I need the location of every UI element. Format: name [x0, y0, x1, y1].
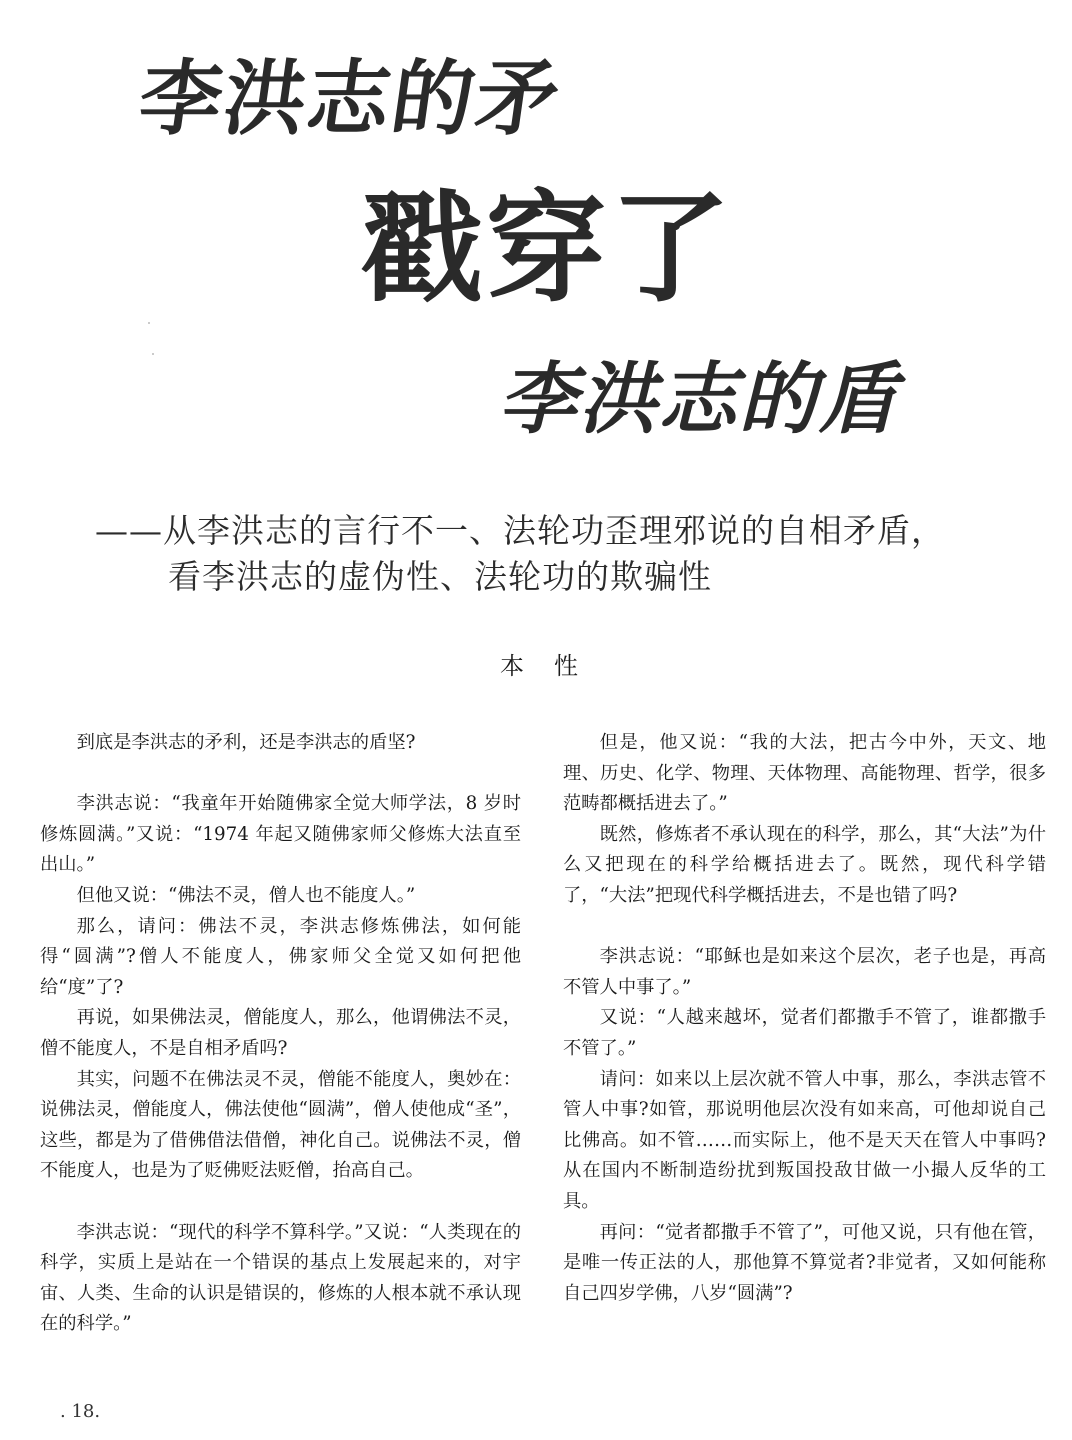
headline-line-1: 李洪志的矛 [133, 52, 567, 147]
paragraph: 到底是李洪志的矛利，还是李洪志的盾坚? [76, 732, 416, 753]
headline-line-3: 李洪志的盾 [493, 355, 917, 445]
right-column [563, 728, 1046, 1309]
paragraph: 再说，如果佛法灵，僧能度人，那么，他谓佛法不灵，僧不能度人，不是自相矛盾吗? [40, 1007, 521, 1059]
subtitle-line-2: 看李洪志的虚伪性、法轮功的欺骗性 [168, 557, 712, 596]
paragraph: 那么，请问：佛法不灵，李洪志修炼佛法，如何能得“圆满”?僧人不能度人，佛家师父全觉又如何把他给“度”了? [40, 915, 521, 998]
paragraph: 请问：如来以上层次就不管人中事，那么，李洪志管不管人中事?如管，那说明他层次没有如来高，可他却说自己比佛高。如不管……而实际上，他不是天天在管人中事吗?从在国内不断制造纷扰到叛国投敌甘做一小撮人反华的工具。 [563, 1068, 1046, 1212]
scan-speck [152, 353, 154, 355]
paragraph: 又说：“人越来越坏，觉者们都撒手不管了，谁都撒手不管了。” [563, 1007, 1046, 1059]
author-name: 本性 [500, 652, 608, 680]
paragraph: 既然，修炼者不承认现在的科学，那么，其“大法”为什么又把现在的科学给概括进去了。既然，现代科学错了，“大法”把现代科学概括进去，不是也错了吗? [563, 823, 1046, 906]
page-number: . 18. [60, 1401, 101, 1422]
headline-line-2: 戳穿了 [362, 180, 734, 319]
left-column [40, 728, 521, 1340]
paragraph: 但是，他又说：“我的大法，把古今中外，天文、地理、历史、化学、物理、天体物理、高能物理、哲学，很多范畴都概括进去了。” [563, 732, 1046, 815]
paragraph: 李洪志说：“我童年开始随佛家全觉大师学法，8 岁时修炼圆满。”又说：“1974 年起又随佛家师父修炼大法直至出山。” [40, 793, 521, 876]
paragraph: 再问：“觉者都撒手不管了”，可他又说，只有他在管，是唯一传正法的人，那他算不算觉者?非觉者，又如何能称自己四岁学佛，八岁“圆满”? [563, 1221, 1046, 1304]
paragraph: 李洪志说：“现代的科学不算科学。”又说：“人类现在的科学，实质上是站在一个错误的基点上发展起来的，对宇宙、人类、生命的认识是错误的，修炼的人根本就不承认现在的科学。” [40, 1221, 521, 1335]
subtitle-line-1: ——从李洪志的言行不一、法轮功歪理邪说的自相矛盾， [95, 511, 945, 550]
paragraph: 李洪志说：“耶稣也是如来这个层次，老子也是，再高不管人中事了。” [563, 946, 1046, 998]
paragraph: 其实，问题不在佛法灵不灵，僧能不能度人，奥妙在：说佛法灵，僧能度人，佛法使他“圆满”，僧人使他成“圣”，这些，都是为了借佛借法借僧，神化自己。说佛法不灵，僧不能度人，也是为了贬佛贬法贬僧，抬高自己。 [40, 1068, 521, 1182]
scan-speck [148, 322, 150, 324]
paragraph: 但他又说：“佛法不灵，僧人也不能度人。” [76, 884, 416, 906]
